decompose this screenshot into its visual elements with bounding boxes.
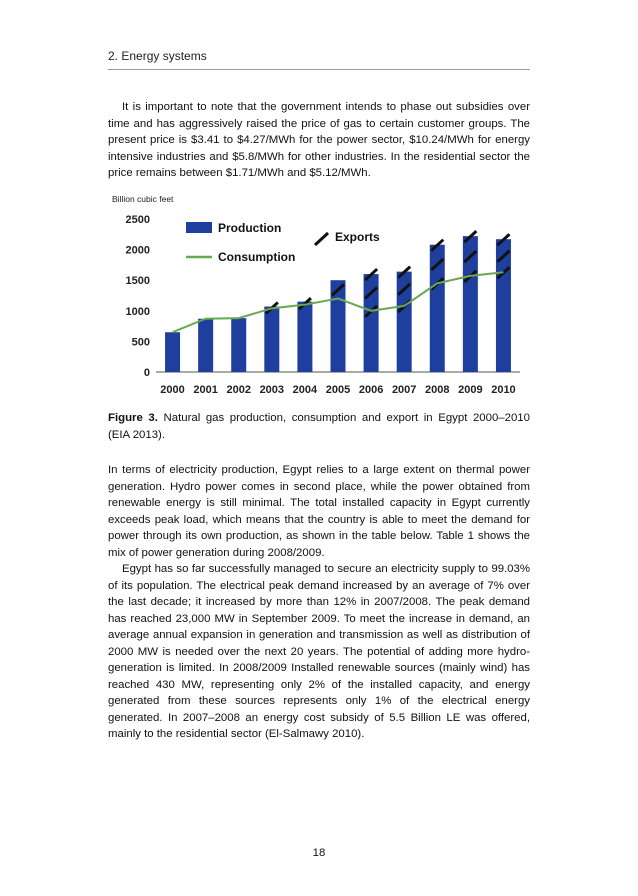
production-bar [264, 307, 279, 372]
legend-consumption-label: Consumption [218, 250, 296, 264]
x-tick-label: 2008 [425, 384, 450, 396]
legend-exports-label: Exports [335, 230, 380, 244]
figure-caption-text: Natural gas production, consumption and export in Egypt 2000–2010 (EIA 2013). [108, 412, 530, 441]
y-tick-label: 1500 [125, 275, 150, 288]
x-axis [160, 384, 515, 396]
x-tick-label: 2009 [458, 384, 483, 396]
gas-chart [108, 190, 528, 405]
production-bars [165, 236, 511, 372]
page-number: 18 [312, 847, 326, 859]
x-tick-label: 2003 [259, 384, 285, 396]
y-tick-label: 2000 [125, 244, 150, 257]
x-tick-label: 2000 [160, 384, 185, 396]
x-tick-label: 2007 [391, 384, 417, 396]
x-tick-label: 2006 [358, 384, 384, 396]
y-tick-label: 1000 [125, 305, 150, 318]
figure-caption [108, 410, 530, 443]
x-tick-label: 2001 [193, 384, 218, 396]
paragraph-subsidies: It is important to note that the government intends to phase out subsidies over time and has aggressively raised the price of gas to certain customer groups. The present price is $3.41 to $4.27/MWh for the power sector, $10.24/MWh for energy intensive industries and $5.8/MWh for other industries. In the residential sector the price remains between $1.71/MWh and $5.12/MWh. [108, 101, 530, 179]
production-bar [165, 332, 180, 372]
x-tick-label: 2005 [325, 384, 351, 396]
x-tick-label: 2004 [292, 384, 318, 396]
y-tick-label: 500 [131, 336, 150, 349]
production-bar [231, 318, 246, 372]
legend-production-swatch [186, 222, 212, 233]
y-axis-label: Billion cubic feet [112, 194, 174, 204]
y-tick-label: 0 [143, 367, 150, 379]
production-bar [397, 272, 412, 372]
production-bar [297, 302, 312, 372]
header-rule [108, 69, 530, 70]
legend-production-label: Production [218, 221, 282, 235]
x-tick-label: 2010 [491, 384, 516, 396]
chart-legend [186, 221, 380, 264]
paragraph-supply: Egypt has so far successfully managed to secure an electricity supply to 99.03% of its population. The electrical peak demand increased by an average of 7% over the last decade; it increased by more than 12% in 2007/2008. The peak demand has reached 23,000 MW in September 2009. To meet the increase in demand, an average annual expansion in generation and transmission as well as distribution of 2000 MW is needed over the next 20 years. The potential of adding more hydro-generation is limited. In 2008/2009 Installed renewable sources (mainly wind) has reached 430 MW, representing only 2% of the installed capacity, and energy generated from these sources represents only 1% of the electrical energy generated. In 2007–2008 an energy cost subsidy of 5.5 Billion LE was offered, mainly to the residential sector (El-Salmawy 2010). [108, 563, 530, 740]
paragraph-electricity: In terms of electricity production, Egypt relies to a large extent on thermal power generation. Hydro power comes in second place, while the power obtained from renewable energy is still minimal. The total installed capacity in Egypt currently exceeds peak load, which means that the country is able to meet the demand for power through its own production, as shown in the table below. Table 1 shows the mix of power generation during 2008/2009. [108, 464, 530, 559]
figure-label: Figure 3. [108, 412, 158, 424]
running-header: 2. Energy systems [108, 49, 207, 63]
x-tick-label: 2002 [226, 384, 251, 396]
legend-exports-swatch [315, 233, 328, 245]
production-bar [198, 319, 213, 372]
y-tick-label: 2500 [125, 214, 150, 226]
